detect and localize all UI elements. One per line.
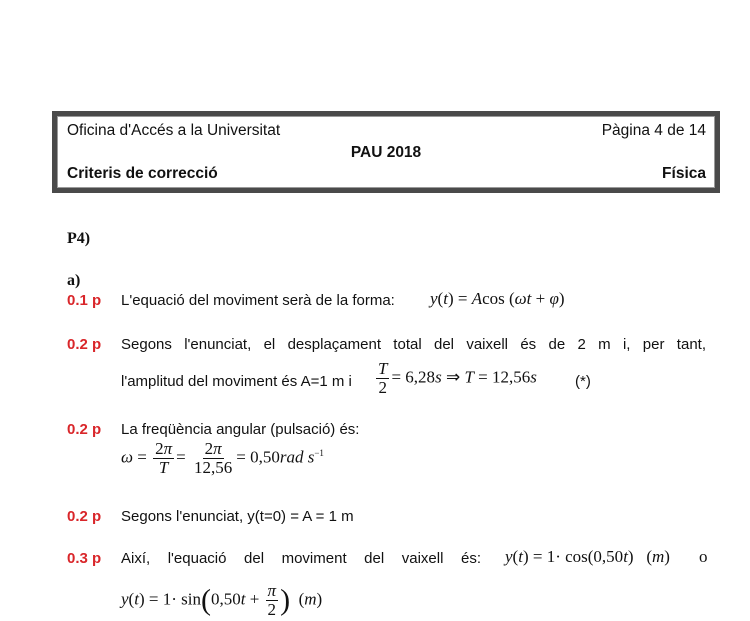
criterion-text-continued: l'amplitud del moviment és A=1 m i (121, 373, 352, 390)
criterion-text: Segons l'enunciat, el desplaçament total del vaixell és de 2 m i, per tant, (121, 336, 706, 353)
part-label: a) (67, 272, 81, 289)
office-name: Oficina d'Accés a la Universitat (67, 122, 281, 139)
formula: y(t) = Acos (ωt + φ) (430, 289, 565, 308)
page-number: Pàgina 4 de 14 (601, 122, 706, 139)
points-badge: 0.3 p (67, 550, 102, 567)
criteria-label: Criteris de correcció (67, 165, 218, 182)
points-badge: 0.2 p (67, 336, 102, 353)
criterion-text: La freqüència angular (pulsació) és: (121, 421, 360, 438)
points-badge: 0.2 p (67, 421, 102, 438)
footnote-marker: (*) (575, 373, 591, 390)
exam-title: PAU 2018 (350, 144, 422, 161)
criterion-text: L'equació del moviment serà de la forma: (121, 292, 395, 309)
formula: $\frac{T}{2}$ = 6,28s ⇒ T = 12,56s (378, 359, 537, 397)
formula: ω = $\frac{2\pi}{T}$ = $\frac{2\pi}{12,56}$ = 0,50rad $s^{-1}$ (121, 439, 324, 477)
subject-label: Física (662, 165, 706, 182)
formula-alternative: y(t) = 1· sin(0,50t + $\frac{\pi}{2}$ ) (m) (121, 581, 323, 619)
formula: y(t) = 1· cos(0,50t) (m) (505, 547, 670, 566)
points-badge: 0.1 p (67, 292, 102, 309)
document-header (52, 111, 720, 193)
problem-label: P4) (67, 230, 91, 247)
criterion-text: Així, l'equació del moviment del vaixell és: (121, 550, 481, 567)
criterion-text: Segons l'enunciat, y(t=0) = A = 1 m (121, 508, 354, 525)
connector-text: o (699, 547, 708, 566)
points-badge: 0.2 p (67, 508, 102, 525)
